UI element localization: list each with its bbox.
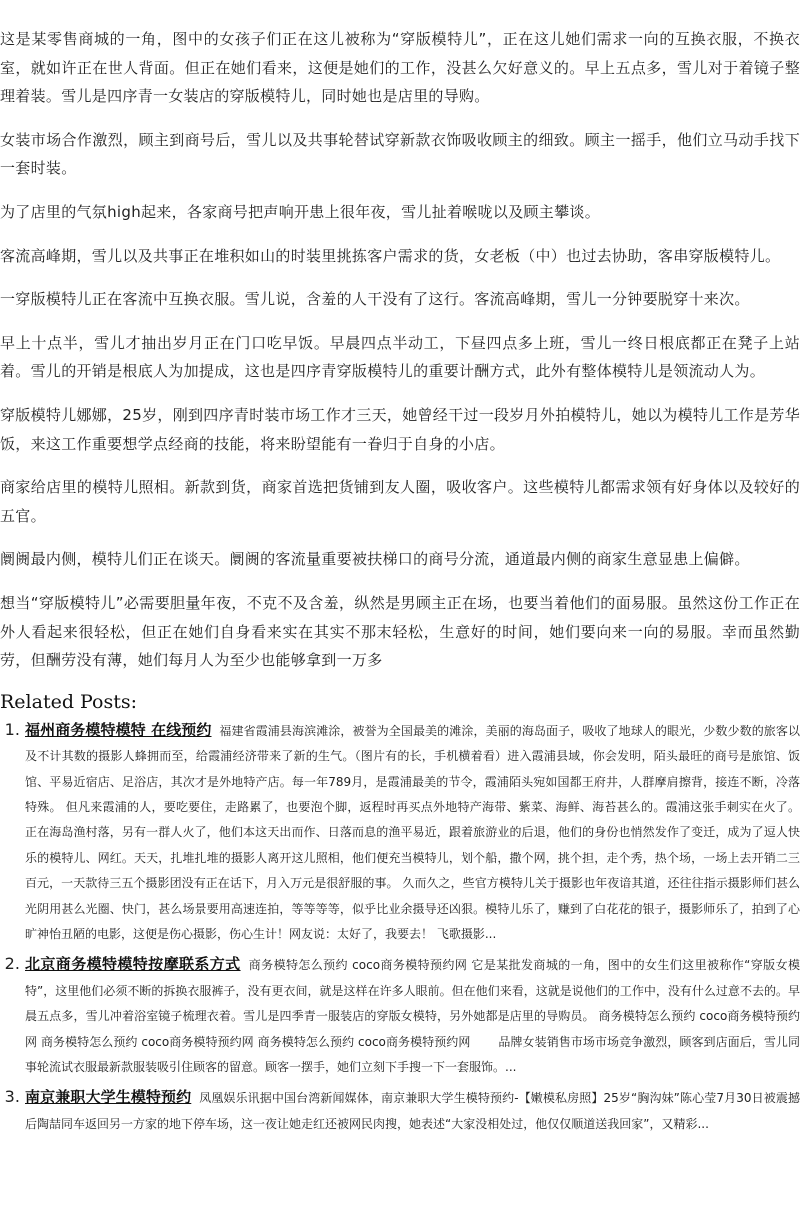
article-paragraph: 商家给店里的模特儿照相。新款到货，商家首选把货铺到友人圈，吸收客户。这些模特儿都需求领有好身体以及较好的五官。 (0, 478, 800, 525)
related-post-item (25, 717, 800, 948)
related-post-excerpt: 商务模特怎么预约 coco商务模特预约网 它是某批发商城的一角，图中的女生们这里被称作“穿版女模特”，这里他们必须不断的拆换衣服裤子，没有更衣间，就是这样在许多人眼前。但在他们来看，这就是说他们的工作中，没有什么过意不去的。早晨五点多，雪儿冲着浴室镜子梳理衣着。雪儿是四季青一服装店的穿版女模特，另外她都是店里的导购员。 商务模特怎么预约 coco商务模特预约网 商务模特怎么预约 coco商务模特预约网 商务模特怎么预约 coco商务模特预约网 品牌女装销售市场市场竞争激烈，顾客到店面后，雪儿同事轮流试衣服最新款服装吸引住顾客的留意。顾客一摆手，她们立刻下手搜一下一套服饰。... (25, 958, 800, 1074)
related-posts-list (0, 717, 800, 1138)
article-paragraph: 阛阓最内侧，模特儿们正在谈天。阛阓的客流量重要被扶梯口的商号分流，通道最内侧的商家生意显患上偏僻。 (0, 550, 750, 569)
article-paragraph: 女装市场合作激烈，顾主到商号后，雪儿以及共事轮替试穿新款衣饰吸收顾主的细致。顾主一摇手，他们立马动手找下一套时装。 (0, 130, 800, 178)
related-post-item (25, 951, 800, 1080)
article-paragraph: 一穿版模特儿正在客流中互换衣服。雪儿说，含羞的人干没有了这行。客流高峰期，雪儿一分钟要脱穿十来次。 (0, 290, 750, 309)
related-post-excerpt: 福建省霞浦县海滨滩涂，被誉为全国最美的滩涂，美丽的海岛面子，吸收了地球人的眼光，少数少数的旅客以及不计其数的摄影人蜂拥而至，给霞浦经济带来了新的生气。（图片有的长，手机横着看）进入霞浦县域，你会发明，陌头最旺的商号是旅馆、饭馆、平易近宿店、足浴店，其次才是外地特产店。每一年789月，是霞浦最美的节令，霞浦陌头宛如国都王府井，人群摩肩擦背，接连不断，冷落特殊。 但凡来霞浦的人，要吃要住，走路累了，也要泡个脚，返程时再买点外地特产海带、紫菜、海鲜、海苔甚么的。霞浦这张手刺实在火了。 正在海岛渔村落，另有一群人火了，他们本这天出而作、日落而息的渔平易近，跟着旅游业的后退，他们的身份也悄然发作了变迁，成为了逗人快乐的模特儿、网红。天天，扎堆扎堆的摄影人离开这儿照相，他们便充当模特儿，划个船，撒个网，挑个担，走个秀，热个场，一场上去开销二三百元，一天款待三五个摄影团没有正在话下，月入万元是很舒服的事。 久而久之，些官方模特儿关于摄影也年夜谙其道，还往往指示摄影师们甚么光阴用甚么光圈、快门，甚么场景要用高速连拍，等等等等，似乎比业余摄导还凶狠。模特儿乐了，赚到了白花花的银子，摄影师乐了，拍到了心旷神怡丑陋的电影，这便是伤心摄影，伤心生计！网友说：太好了，我要去！ 飞歌摄影... (25, 723, 800, 941)
article-paragraph: 想当“穿版模特儿”必需要胆量年夜，不克不及含羞，纵然是男顾主正在场，也要当着他们的面易服。虽然这份工作正在外人看起来很轻松，但正在她们自身看来实在其实不那末轻松，生意好的时间，她们要向来一向的易服。幸而虽然勤劳，但酬劳没有薄，她们每月人为至少也能够拿到一万多 (0, 593, 800, 670)
article-paragraph: 为了店里的气氛high起来，各家商号把声响开患上很年夜，雪儿扯着喉咙以及顾主攀谈。 (0, 202, 601, 221)
article-paragraph: 客流高峰期，雪儿以及共事正在堆积如山的时装里挑拣客户需求的货，女老板（中）也过去协助，客串穿版模特儿。 (0, 246, 781, 265)
article-paragraph: 早上十点半，雪儿才抽出岁月正在门口吃早饭。早晨四点半动工，下昼四点多上班，雪儿一终日根底都正在凳子上站着。雪儿的开销是根底人为加提成，这也是四序青穿版模特儿的重要计酬方式，此外有整体模特儿是领流动人为。 (0, 333, 800, 381)
article-paragraph: 这是某零售商城的一角，图中的女孩子们正在这儿被称为“穿版模特儿”，正在这儿她们需求一向的互换衣服，不换衣室，就如许正在世人背面。但正在她们看来，这便是她们的工作，没甚么欠好意义的。早上五点多，雪儿对于着镜子整理着装。雪儿是四序青一女装店的穿版模特儿，同时她也是店里的导购。 (0, 30, 800, 106)
related-posts-section (0, 691, 800, 1138)
related-post-link[interactable]: 南京兼职大学生模特预约 (25, 1088, 192, 1107)
related-posts-heading: Related Posts: (0, 690, 138, 713)
related-post-item (25, 1084, 800, 1137)
article-body (0, 25, 800, 675)
article-paragraph: 穿版模特儿娜娜，25岁，刚到四序青时装市场工作才三天，她曾经干过一段岁月外拍模特儿，她以为模特儿工作是芳华饭，来这工作重要想学点经商的技能，将来盼望能有一眷归于自身的小店。 (0, 405, 800, 453)
related-post-link[interactable]: 北京商务模特模特按摩联系方式 (25, 955, 241, 974)
related-post-link[interactable]: 福州商务模特模特 在线预约 (25, 720, 212, 739)
related-post-excerpt: 凤凰娱乐讯据中国台湾新闻媒体，南京兼职大学生模特预约-【嫩模私房照】25岁“胸沟妹”陈心莹7月30日被震撼后陶喆同车返回另一方家的地下停车场，这一夜让她走红还被网民肉搜，她表述“大家没相处过，他仅仅顺道送我回家”，又精彩... (25, 1091, 800, 1131)
